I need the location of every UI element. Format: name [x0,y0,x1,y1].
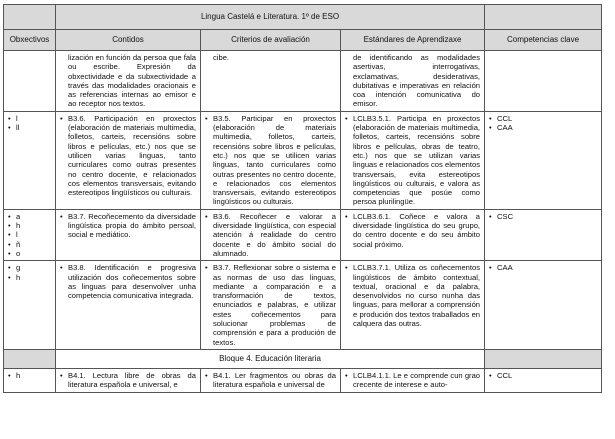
objectives-cell [4,51,56,112]
content-text: • B3.6. Participación en proxectos (elaboración de materiais multimedia, folletos, carteis, recensións sobre libros e películas, etc.) nos que se utilicen varias linguas, tanto curriculares como outras presentes no centro docente, e relacionados cos elementos transversais, evitando estereotipos lingüísticos ou culturais. [60,114,196,198]
table-row [4,368,602,392]
table-row [4,51,602,112]
header-row [4,30,602,51]
objective-item: • ll [8,123,51,132]
criteria-cell [201,111,341,209]
standard-text: • LCLB4.1.1. Le e comprende cun grao crecente de interese e auto- [345,371,480,390]
competence-item: • CAA [489,263,597,272]
header-objectives: Obxectivos [4,30,56,51]
header-contents: Contidos [56,30,201,51]
table-row [4,209,602,260]
content-cell [56,51,201,112]
content-cell [56,261,201,350]
table-title: Lingua Castelá e Literatura. 1º de ESO [56,5,485,30]
competence-item: • CCL [489,114,597,123]
standard-text: de identificando as modalidades asertivas, interrogativas, exclamativas, desiderativas, dubitativas e imperativas en relación coa intención comunicativa do emisor. [353,53,481,109]
block-header-row [4,349,602,368]
content-text: • B3.7. Recoñecemento da diversidade lingüística propia do ámbito persoal, social e mediático. [60,212,196,240]
objective-item: • o [8,249,51,258]
competences-cell [485,51,602,112]
standard-cell [341,51,485,112]
criteria-cell [201,261,341,350]
competences-cell [485,111,602,209]
title-spacer-left [4,5,56,30]
content-text: lización en función da persoa que fala ou escribe. Expresión da obxectividade e da subxectividade a través das modalidades oracionais e as referencias internas ao emisor e ao receptor nos textos. [68,53,196,109]
table-row [4,261,602,350]
objective-item: • g [8,263,51,272]
content-cell [56,209,201,260]
standard-cell [341,209,485,260]
standard-text: • LCLB3.5.1. Participa en proxectos (elaboración de materiais multimedia, folletos, carteis, recensións sobre libros e películas, obras de teatro, etc.) nos que se utilizan varias linguas e relacionados cos elementos transversais, evita estereotipos lingüísticos ou culturais, e valora as competencias que posúe como persoa plurilingüe. [345,114,480,207]
standard-text: • LCLB3.6.1. Coñece e valora a diversidade lingüística do seu grupo, do centro docente e do seu ámbito social próximo. [345,212,480,249]
table-row [4,111,602,209]
criteria-cell [201,51,341,112]
objectives-cell [4,111,56,209]
objective-item: • h [8,273,51,282]
standard-text: • LCLB3.7.1. Utiliza os coñecementos lingüísticos de ámbito contextual, textual, oracional e da palabra, desenvolvidos no curso nunha das linguas, para mellorar a comprensión e produción dos textos traballados en calquera das outras. [345,263,480,328]
title-spacer-right [485,5,602,30]
objectives-cell [4,261,56,350]
standard-cell [341,261,485,350]
criteria-text: • B3.5. Participar en proxectos (elaboración de materiais multimedia, folletos, carteis, recensións sobre libros e películas, etc.) nos que se utilicen varias linguas, tanto curriculares como outras presentes no centro docente, e relacionados cos elementos transversais, evitando estereotipos lingüísticos ou culturais. [205,114,336,207]
competences-cell [485,368,602,392]
header-criteria: Criterios de avaliación [201,30,341,51]
content-text: • B4.1. Lectura libre de obras da literatura española e universal, e [60,371,196,390]
competence-item: • CAA [489,123,597,132]
header-competences: Competencias clave [485,30,602,51]
objectives-cell [4,209,56,260]
standard-cell [341,368,485,392]
criteria-text: • B3.7. Reflexionar sobre o sistema e as normas de uso das linguas, mediante a comparación e a transformación de textos, enunciados e palabras, e utilizar estes coñecementos para solucionar problemas de comprensión e para a produción de textos. [205,263,336,347]
content-cell [56,111,201,209]
objectives-cell [4,368,56,392]
content-text: • B3.8. Identificación e progresiva utilización dos coñecementos sobre as linguas para desenvolver unha competencia comunicativa integrada. [60,263,196,300]
objective-item: • l [8,114,51,123]
criteria-text: • B3.6. Recoñecer e valorar a diversidade lingüística, con especial atención á realidade do centro docente e do ámbito social do alumnado. [205,212,336,258]
header-standards: Estándares de Aprendizaxe [341,30,485,51]
competences-cell [485,209,602,260]
criteria-cell [201,209,341,260]
objective-item: • h [8,221,51,230]
competences-cell [485,261,602,350]
objective-item: • h [8,371,51,380]
block-title: Bloque 4. Educación literaria [56,349,485,368]
content-cell [56,368,201,392]
competence-item: • CCL [489,371,597,380]
objective-item: • ñ [8,240,51,249]
criteria-cell [201,368,341,392]
curriculum-document [3,4,601,393]
curriculum-table [3,4,602,393]
block-spacer-left [4,349,56,368]
criteria-text: cibe. [213,53,230,62]
title-row [4,5,602,30]
objective-item: • a [8,212,51,221]
criteria-text: • B4.1. Ler fragmentos ou obras da literatura española e universal de [205,371,336,390]
standard-cell [341,111,485,209]
objective-item: • l [8,230,51,239]
block-spacer-right [485,349,602,368]
competence-item: • CSC [489,212,597,221]
